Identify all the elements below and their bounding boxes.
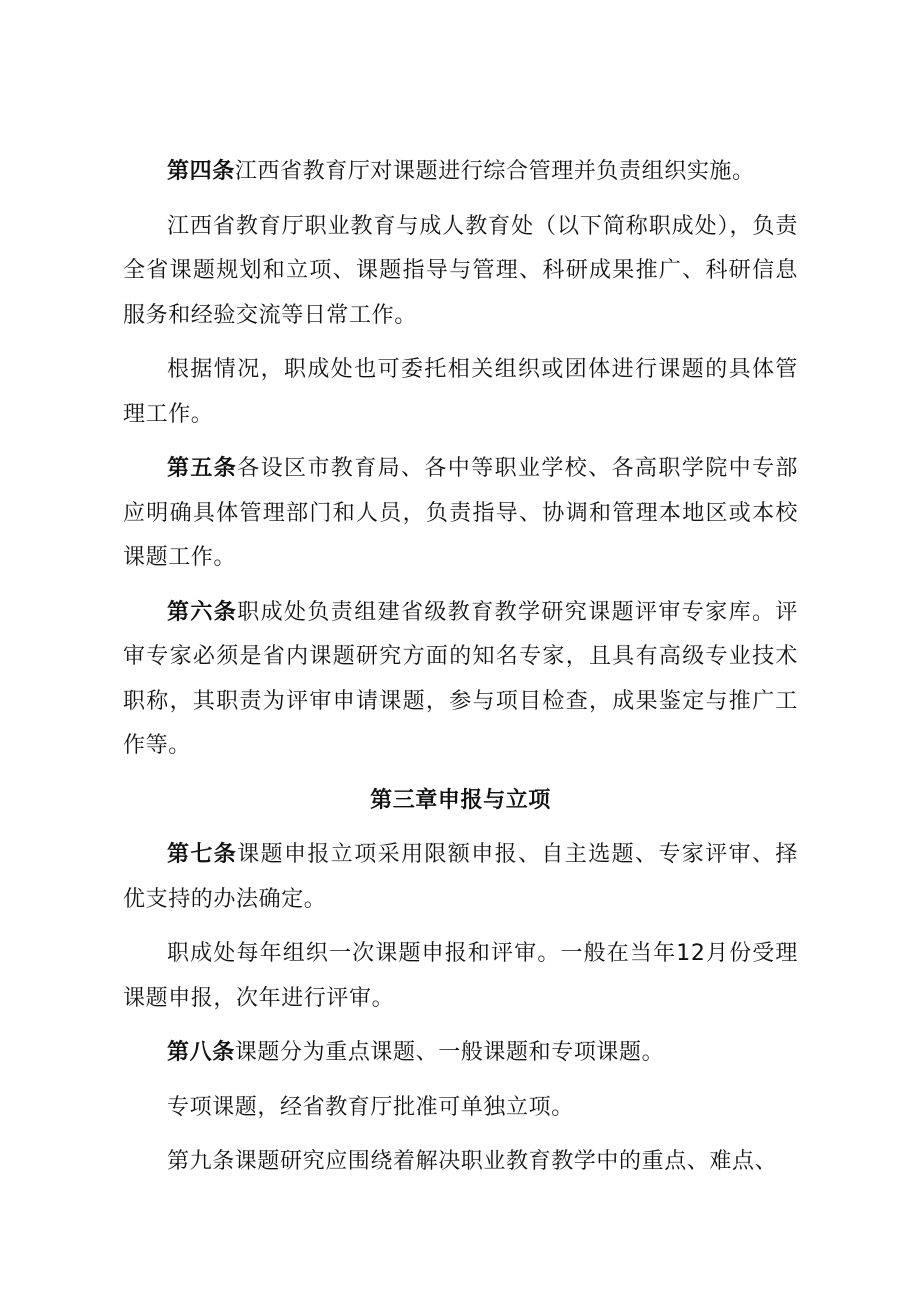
paragraph-delegation (123, 348, 798, 437)
paragraph-text: 专项课题，经省教育厅批准可单独立项。 (167, 1094, 574, 1120)
article-4 (123, 150, 798, 195)
paragraph-office-duties (123, 205, 798, 339)
article-text: 江西省教育厅对课题进行综合管理并负责组织实施。 (234, 159, 755, 184)
chapter-heading: 第三章申报与立项 (370, 787, 551, 813)
article-label: 第五条 (167, 456, 238, 481)
article-label: 第四条 (167, 159, 235, 184)
paragraph-text: 职成处每年组织一次课题申报和评审。一般在当年12月份受理课题申报，次年进行评审。 (123, 941, 798, 1011)
document-page (123, 150, 798, 1195)
article-label: 第六条 (167, 599, 238, 625)
paragraph-special-projects (123, 1086, 798, 1131)
paragraph-text: 根据情况，职成处也可委托相关组织或团体进行课题的具体管理工作。 (123, 357, 798, 427)
paragraph-annual-review (123, 932, 798, 1021)
paragraph-text: 第九条课题研究应围绕着解决职业教育教学中的重点、难点、 (167, 1149, 778, 1174)
paragraph-text: 江西省教育厅职业教育与成人教育处（以下简称职成处），负责全省课题规划和立项、课题指导与管理、科研成果推广、科研信息服务和经验交流等日常工作。 (123, 213, 798, 328)
article-text: 各设区市教育局、各中等职业学校、各高职学院中专部应明确具体管理部门和人员，负责指导、协调和管理本地区或本校课题工作。 (123, 456, 798, 570)
article-text: 课题分为重点课题、一般课题和专项课题。 (234, 1040, 665, 1065)
article-9 (123, 1140, 798, 1185)
article-text: 课题申报立项采用限额申报、自主选题、专家评审、择优支持的办法确定。 (123, 842, 798, 912)
article-label: 第七条 (167, 842, 238, 867)
article-8 (123, 1031, 798, 1076)
article-7 (123, 833, 798, 922)
article-5 (123, 447, 798, 581)
article-label: 第八条 (167, 1040, 235, 1065)
article-text: 职成处负责组建省级教育教学研究课题评审专家库。评审专家必须是省内课题研究方面的知名专家，且具有高级专业技术职称，其职责为评审申请课题，参与项目检查，成果鉴定与推广工作等。 (123, 599, 798, 758)
article-6 (123, 591, 798, 769)
